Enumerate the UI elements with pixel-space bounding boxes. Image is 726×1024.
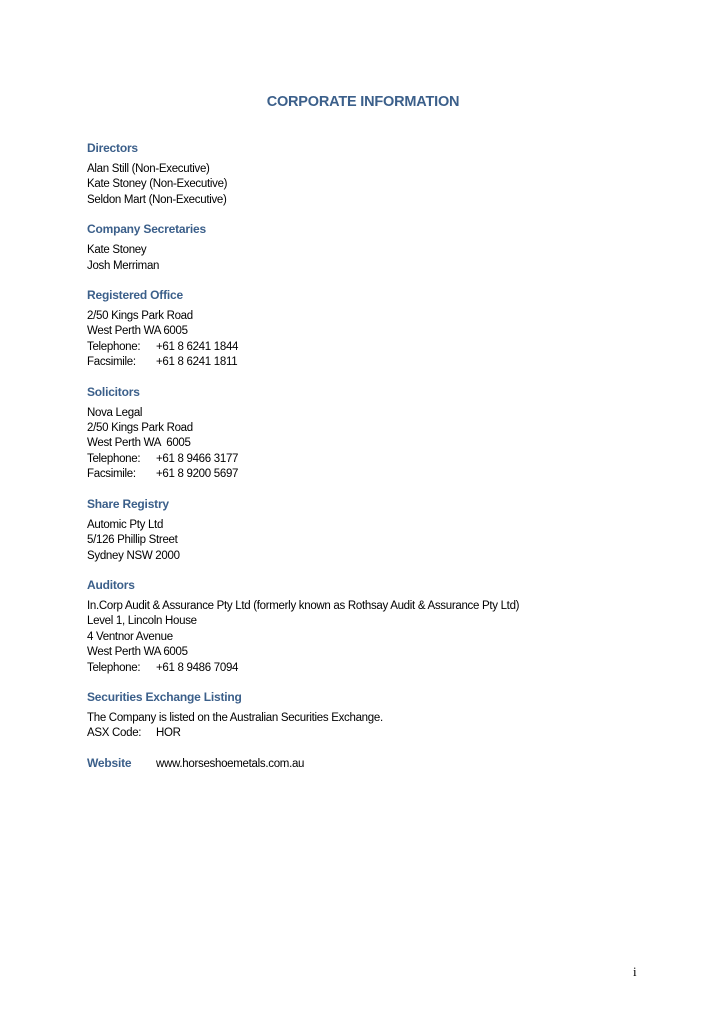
contact-value: +61 8 9486 7094	[156, 661, 239, 674]
address-line: West Perth WA 6005	[87, 646, 188, 659]
contact-label: Telephone:	[87, 661, 141, 674]
contact-value: +61 8 6241 1844	[156, 340, 239, 353]
contact-value: +61 8 9466 3177	[156, 452, 239, 465]
page-number: i	[633, 964, 637, 979]
section-registered-office	[87, 288, 687, 371]
secretary-line: Kate Stoney	[87, 244, 147, 257]
address-line: 2/50 Kings Park Road	[87, 422, 193, 435]
facsimile-row	[87, 467, 687, 482]
section-heading: Registered Office	[87, 288, 183, 303]
director-line: Kate Stoney (Non-Executive)	[87, 178, 228, 191]
section-auditors	[87, 578, 687, 676]
section-solicitors	[87, 385, 687, 483]
section-heading: Solicitors	[87, 384, 140, 399]
contact-label: Telephone:	[87, 340, 141, 353]
director-line: Alan Still (Non-Executive)	[87, 163, 210, 175]
address-line: 2/50 Kings Park Road	[87, 310, 193, 323]
contact-label: Telephone:	[87, 452, 141, 465]
address-line: 5/126 Phillip Street	[87, 534, 178, 547]
address-line: Automic Pty Ltd	[87, 518, 164, 531]
contact-value: +61 8 9200 5697	[156, 468, 239, 481]
section-heading: Auditors	[87, 577, 135, 592]
website-link[interactable]: www.horseshoemetals.com.au	[156, 757, 305, 770]
asx-code-row	[87, 726, 687, 741]
contact-label: Facsimile:	[87, 356, 136, 369]
address-line: West Perth WA 6005	[87, 437, 191, 450]
contact-value: +61 8 6241 1811	[156, 356, 238, 369]
website-row	[87, 756, 687, 772]
address-line: West Perth WA 6005	[87, 325, 188, 338]
section-company-secretaries	[87, 222, 687, 274]
section-heading: Share Registry	[87, 496, 169, 511]
address-line: Sydney NSW 2000	[87, 549, 180, 562]
section-heading: Securities Exchange Listing	[87, 689, 242, 704]
corporate-info-content	[87, 141, 687, 772]
address-line: 4 Ventnor Avenue	[87, 630, 173, 643]
secretary-line: Josh Merriman	[87, 259, 160, 272]
address-line: In.Corp Audit & Assurance Pty Ltd (formerly known as Rothsay Audit & Assurance Pty Ltd)	[87, 599, 520, 612]
section-securities-exchange-listing	[87, 690, 687, 742]
telephone-row	[87, 340, 687, 355]
telephone-row	[87, 661, 687, 676]
director-line: Seldon Mart (Non-Executive)	[87, 193, 227, 206]
contact-label: Facsimile:	[87, 468, 136, 481]
listing-line: The Company is listed on the Australian Securities Exchange.	[87, 711, 383, 724]
section-share-registry	[87, 497, 687, 564]
address-line: Level 1, Lincoln House	[87, 615, 197, 628]
contact-label: ASX Code:	[87, 727, 142, 740]
section-heading: Company Secretaries	[87, 222, 206, 237]
address-line: Nova Legal	[87, 406, 143, 419]
section-directors	[87, 141, 687, 208]
page-title: CORPORATE INFORMATION	[266, 94, 460, 110]
website-label: Website	[87, 755, 132, 770]
section-heading: Directors	[87, 141, 138, 155]
facsimile-row	[87, 355, 687, 370]
telephone-row	[87, 452, 687, 467]
contact-value: HOR	[156, 727, 181, 740]
